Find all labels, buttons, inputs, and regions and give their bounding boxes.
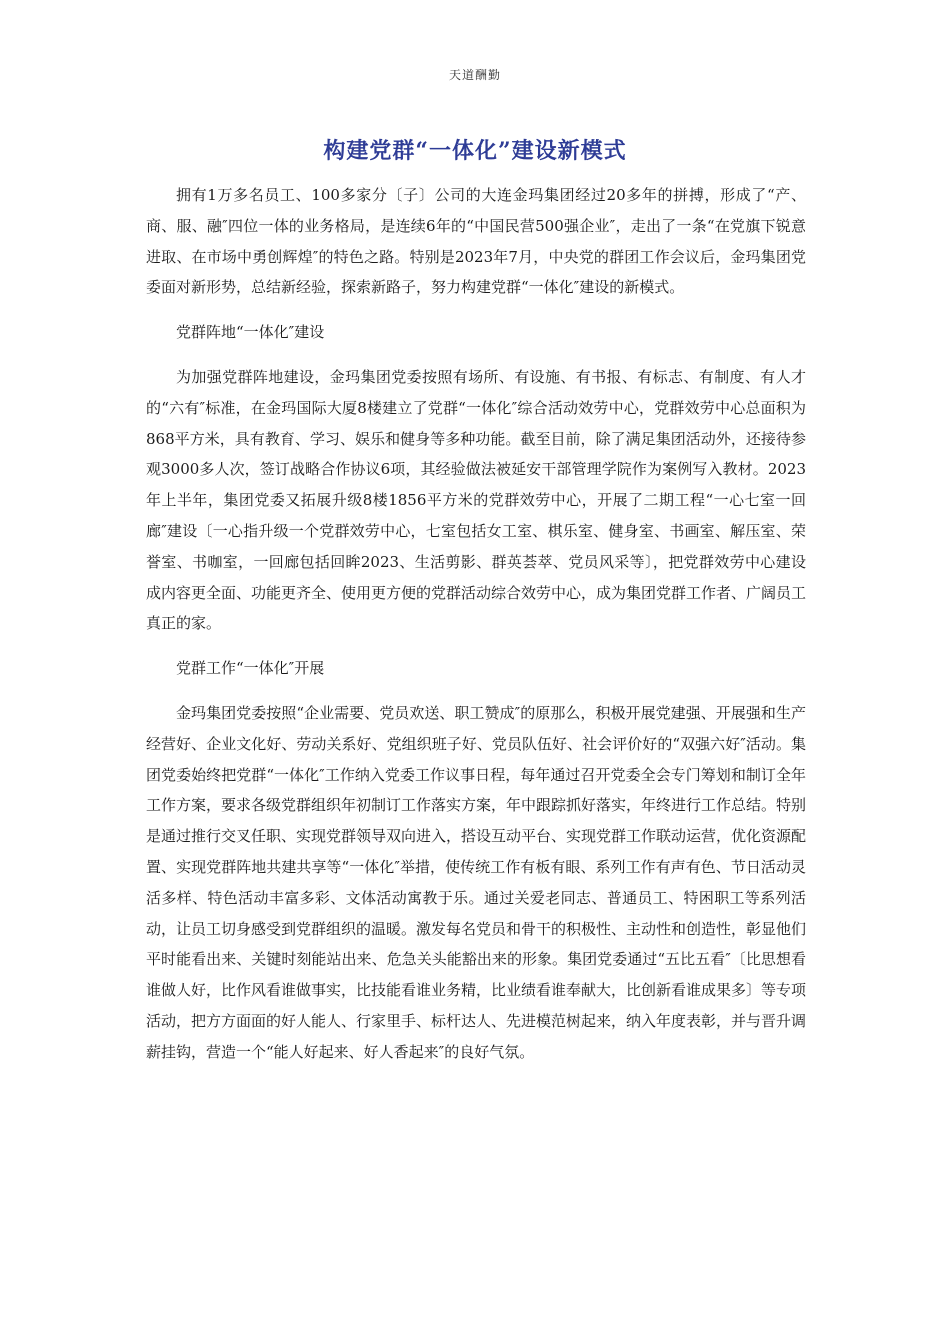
page-header: 天道酬勤 (448, 68, 501, 82)
paragraph-party-work: 金玛集团党委按照“企业需要、党员欢送、职工赞成″的原那么，积极开展党建强、开展强和生产经营好、企业文化好、劳动关系好、党组织班子好、党员队伍好、社会评价好的“双强六好″活动。集团党委始终把党群“一体化″工作纳入党委工作议事日程，每年通过召开党委全会专门筹划和制订全年工作方案，要求各级党群组织年初制订工作落实方案，年中跟踪抓好落实，年终进行工作总结。特别是通过推行交叉任职、实现党群领导双向进入，搭设互动平台、实现党群工作联动运营，优化资源配置、实现党群阵地共建共享等“一体化″举措，使传统工作有板有眼、系列工作有声有色、节日活动灵活多样、特色活动丰富多彩、文体活动寓教于乐。通过关爱老同志、普通员工、特困职工等系列活动，让员工切身感受到党群组织的温暖。激发每名党员和骨干的积极性、主动性和创造性，彰显他们平时能看出来、关键时刻能站出来、危急关头能豁出来的形象。集团党委通过“五比五看″〔比思想看谁做人好，比作风看谁做事实，比技能看谁业务精，比业绩看谁奉献大，比创新看谁成果多〕等专项活动，把方方面面的好人能人、行家里手、标杆达人、先进模范树起来，纳入年度表彰，并与晋升调薪挂钩，营造一个“能人好起来、好人香起来″的良好气氛。 (146, 703, 807, 1061)
subheading-party-position: 党群阵地“一体化″建设 (176, 323, 325, 342)
paragraph-intro: 拥有1万多名员工、100多家分〔子〕公司的大连金玛集团经过20多年的拼搏，形成了“产、商、服、融″四位一体的业务格局，是连续6年的“中国民营500强企业″，走出了一条“在党旗下锐意进取、在市场中勇创辉煌″的特色之路。特别是2023年7月，中央党的群团工作会议后，金玛集团党委面对新形势，总结新经验，探索新路子，努力构建党群“一体化″建设的新模式。 (146, 186, 806, 297)
document-title: 构建党群“一体化”建设新模式 (323, 138, 627, 164)
subheading-party-work: 党群工作“一体化″开展 (176, 659, 325, 678)
paragraph-party-position: 为加强党群阵地建设，金玛集团党委按照有场所、有设施、有书报、有标志、有制度、有人才的“六有″标准，在金玛国际大厦8楼建立了党群“一体化″综合活动效劳中心，党群效劳中心总面积为868平方米，具有教育、学习、娱乐和健身等多种功能。截至目前，除了满足集团活动外，还接待参观3000多人次，签订战略合作协议6项，其经验做法被延安干部管理学院作为案例写入教材。2023年上半年，集团党委又拓展升级8楼1856平方米的党群效劳中心，开展了二期工程“一心七室一回廊″建设〔一心指升级一个党群效劳中心，七室包括女工室、棋乐室、健身室、书画室、解压室、荣誉室、书咖室，一回廊包括回眸2023、生活剪影、群英荟萃、党员风采等〕，把党群效劳中心建设成内容更全面、功能更齐全、使用更方便的党群活动综合效劳中心，成为集团党群工作者、广阔员工真正的家。 (146, 367, 807, 633)
document-body (146, 180, 806, 1068)
